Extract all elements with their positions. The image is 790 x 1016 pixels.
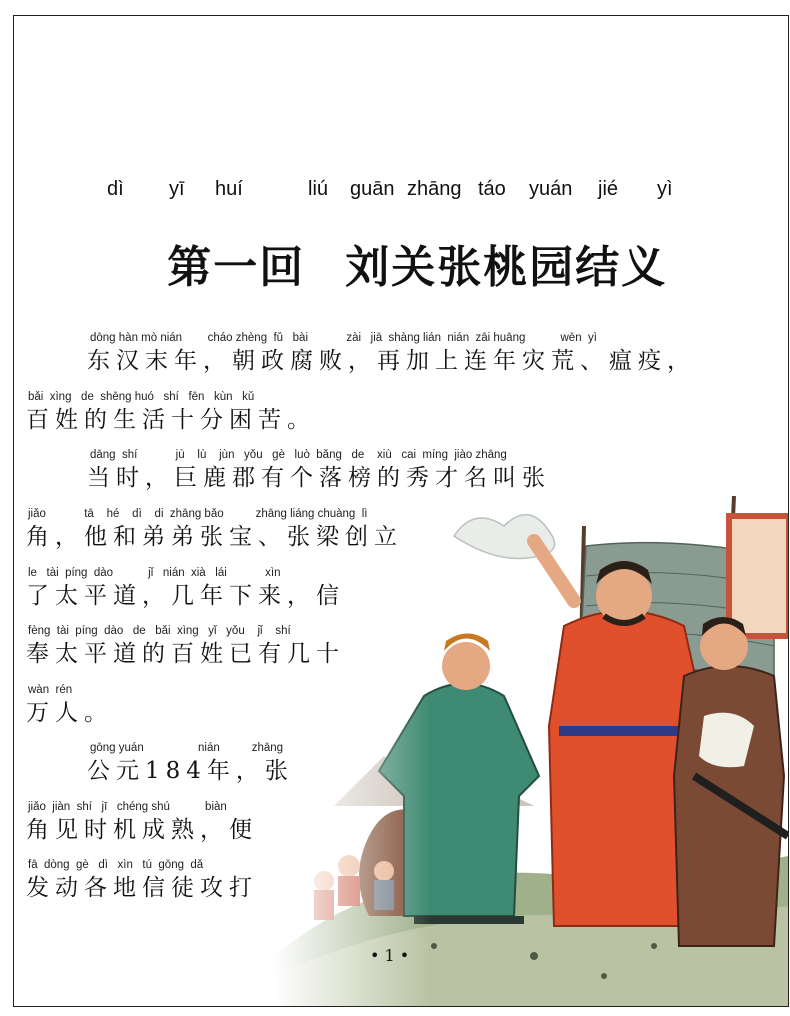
text-line: 当时，巨鹿郡有个落榜的秀才名叫张 <box>87 465 551 491</box>
title-pinyin: huí <box>215 178 243 200</box>
pinyin-line: wàn rén <box>28 684 73 696</box>
chapter-title <box>98 202 667 334</box>
text-line: 发动各地信徒攻打 <box>26 875 258 901</box>
title-pinyin: zhāng <box>407 178 462 200</box>
pinyin-line: jiǎo tā hé dì di zhāng bǎo zhāng liáng chuàng lì <box>28 508 368 520</box>
title-pinyin: dì <box>107 178 124 200</box>
title-pinyin: jié <box>598 178 619 200</box>
pinyin-line: bǎi xìng de shēng huó shí fēn kùn kǔ <box>28 391 255 403</box>
chapter-number: 第一回 <box>167 242 306 293</box>
illustration <box>274 476 788 1006</box>
title-pinyin: yì <box>657 178 673 200</box>
pinyin-line: le tài píng dào jǐ nián xià lái xìn <box>28 567 281 579</box>
book-page <box>13 15 789 1007</box>
pinyin-line: fèng tài píng dào de bǎi xìng yǐ yǒu jǐ shí <box>28 625 291 637</box>
text-line: 万人。 <box>26 700 113 726</box>
text-line: 东汉末年，朝政腐败，再加上连年灾荒、瘟疫， <box>87 348 696 374</box>
pinyin-line: dōng hàn mò nián cháo zhèng fǔ bài zài jiā shàng lián nián zāi huāng wēn yì <box>90 332 597 344</box>
text-line: 角，他和弟弟张宝、张梁创立 <box>26 524 403 550</box>
page-number: • 1 • <box>370 946 410 965</box>
pinyin-line: gōng yuán nián zhāng <box>90 742 284 754</box>
title-pinyin: liú <box>308 178 329 200</box>
title-pinyin: yī <box>169 178 185 200</box>
text-line: 角见时机成熟，便 <box>26 817 258 843</box>
chapter-name: 刘关张桃园结义 <box>345 242 668 293</box>
pinyin-line: jiǎo jiàn shí jī chéng shú biàn <box>28 801 227 813</box>
title-pinyin: táo <box>478 178 506 200</box>
title-pinyin: guān <box>350 178 395 200</box>
text-line: 奉太平道的百姓已有几十 <box>26 641 345 667</box>
text-line: 公元184年，张 <box>87 758 294 784</box>
pinyin-line: fā dòng gè dì xìn tú gōng dǎ <box>28 859 204 871</box>
text-line: 了太平道，几年下来，信 <box>26 583 345 609</box>
text-line: 百姓的生活十分困苦。 <box>26 407 316 433</box>
pinyin-line: dāng shí jù lù jùn yǒu gè luò bǎng de xiù cai míng jiào zhāng <box>90 449 507 461</box>
title-pinyin: yuán <box>529 178 573 200</box>
